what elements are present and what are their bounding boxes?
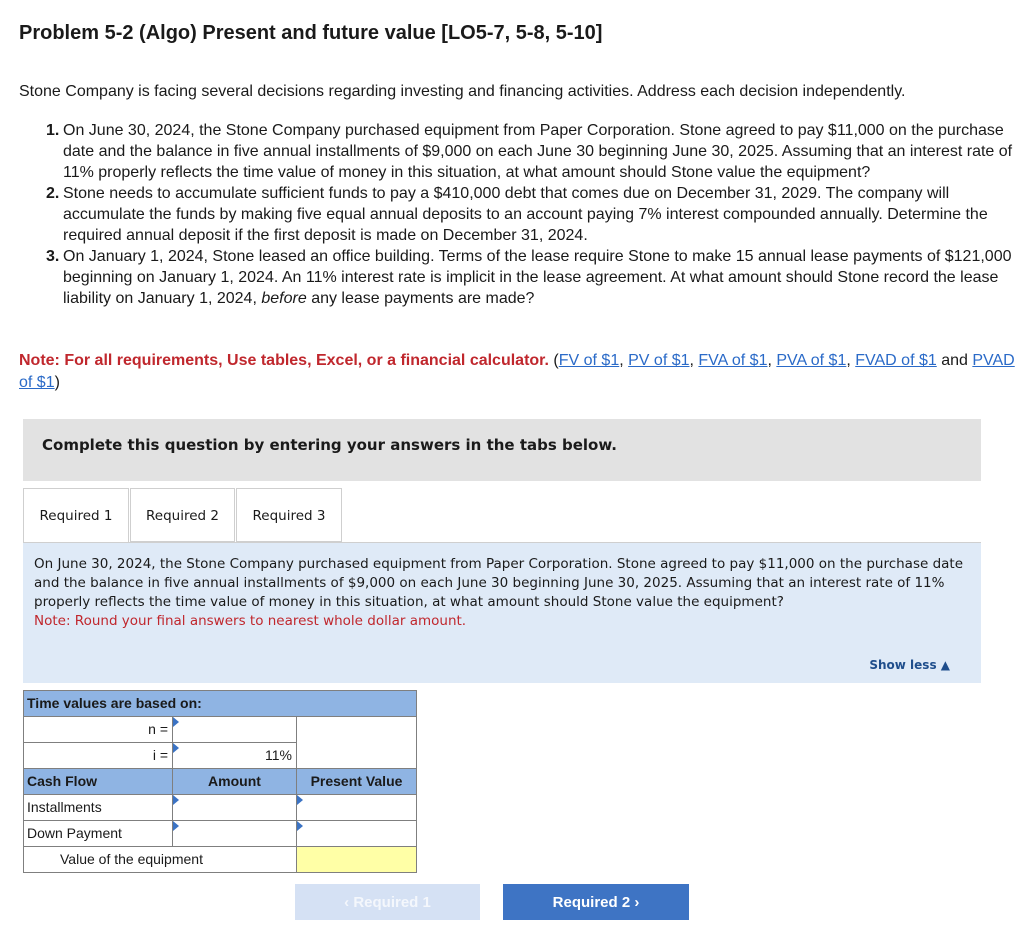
col-amount: Amount: [172, 768, 297, 795]
question-item: [19, 246, 1024, 309]
col-cash-flow: Cash Flow: [23, 768, 173, 795]
question-text: On June 30, 2024, the Stone Company purchased equipment from Paper Corporation. Stone agreed to pay $11,000 on the purchase date and the balance in five annual installments of $9,000 on each June 30 beginning June 30, 2025. Assuming that an interest rate of 11% properly reflects the time value of money in this situation, at what amount should Stone value the equipment?: [63, 122, 1013, 181]
paren-close: ): [54, 374, 60, 391]
i-value: 11%: [265, 747, 292, 763]
input-marker-icon: [297, 821, 303, 831]
link-fva-of-1[interactable]: FVA of $1: [698, 352, 768, 369]
requirement-description: [34, 555, 964, 631]
total-label: Value of the equipment: [23, 846, 297, 873]
i-label: i =: [23, 742, 173, 769]
link-fv-of-1[interactable]: FV of $1: [558, 352, 620, 369]
tab-required-3[interactable]: Required 3: [236, 488, 342, 542]
row-down-payment-label: Down Payment: [23, 820, 173, 847]
i-input[interactable]: [172, 742, 297, 769]
down-payment-pv-input[interactable]: [296, 820, 417, 847]
link-fvad-of-1[interactable]: FVAD of $1: [855, 352, 937, 369]
input-marker-icon: [173, 795, 179, 805]
and-word: and: [936, 352, 973, 369]
question-number: 2.: [46, 185, 60, 202]
separator: ,: [619, 352, 629, 369]
problem-title: Problem 5-2 (Algo) Present and future value [LO5-7, 5-8, 5-10]: [19, 22, 603, 44]
requirement-panel: [23, 542, 981, 683]
blank-cell: [296, 716, 417, 769]
table-header: Time values are based on:: [23, 690, 417, 717]
show-less-toggle[interactable]: Show less ▲: [869, 658, 950, 672]
question-number: 1.: [46, 122, 60, 139]
tables-note-label: Note: For all requirements, Use tables, Excel, or a financial calculator.: [19, 352, 549, 369]
time-values-table: [23, 690, 417, 872]
question-text-end: any lease payments are made?: [311, 290, 535, 307]
link-pv-of-1[interactable]: PV of $1: [628, 352, 690, 369]
col-present-value: Present Value: [296, 768, 417, 795]
input-marker-icon: [173, 743, 179, 753]
installments-amount-input[interactable]: [172, 794, 297, 821]
question-number: 3.: [46, 248, 60, 265]
requirement-text: On June 30, 2024, the Stone Company purchased equipment from Paper Corporation. Stone agreed to pay $11,000 on the purchase date and the balance in five annual installments of $9,000 on each June 30 beginning June 30, 2025. Assuming that an interest rate of 11% properly reflects the time value of money in this situation, at what amount should Stone value the equipment?: [34, 556, 964, 610]
next-required-button[interactable]: Required 2 ›: [503, 884, 689, 920]
n-input[interactable]: [172, 716, 297, 743]
input-marker-icon: [173, 821, 179, 831]
instruction-text: Complete this question by entering your answers in the tabs below.: [42, 436, 617, 454]
question-text: On January 1, 2024, Stone leased an office building. Terms of the lease require Stone to make 15 annual lease payments of $121,000 beginning on January 1, 2024. An 11% interest rate is implicit in the lease agreement. At what amount should Stone record the lease liability on January 1, 2024,: [63, 248, 1012, 307]
input-marker-icon: [173, 717, 179, 727]
installments-pv-input[interactable]: [296, 794, 417, 821]
separator: ,: [767, 352, 777, 369]
link-pvad-of-1[interactable]: PVAD of $1: [19, 352, 1015, 391]
previous-required-button[interactable]: ‹ Required 1: [295, 884, 480, 920]
question-item: [19, 120, 1024, 183]
equipment-value-input[interactable]: [296, 846, 417, 873]
row-installments-label: Installments: [23, 794, 173, 821]
paren-open: (: [553, 352, 559, 369]
tab-required-1[interactable]: Required 1: [23, 488, 129, 544]
input-marker-icon: [297, 795, 303, 805]
separator: ,: [846, 352, 856, 369]
n-label: n =: [23, 716, 173, 743]
down-payment-amount-input[interactable]: [172, 820, 297, 847]
instruction-banner: [23, 419, 981, 481]
rounding-note: Note: Round your final answers to nearest whole dollar amount.: [34, 613, 467, 629]
question-text: Stone needs to accumulate sufficient funds to pay a $410,000 debt that comes due on December 31, 2029. The company will accumulate the funds by making five equal annual deposits to an account paying 7% interest compounded annually. Determine the required annual deposit if the first deposit is made on December 31, 2024.: [63, 185, 988, 244]
question-emphasis: before: [261, 290, 307, 307]
tab-required-2[interactable]: Required 2: [130, 488, 235, 542]
intro-text: Stone Company is facing several decisions regarding investing and financing activities. Address each decision independently.: [19, 83, 906, 100]
link-pva-of-1[interactable]: PVA of $1: [776, 352, 847, 369]
question-item: [19, 183, 1024, 246]
tables-note: [19, 350, 1024, 394]
separator: ,: [689, 352, 699, 369]
question-list: [19, 120, 1024, 309]
